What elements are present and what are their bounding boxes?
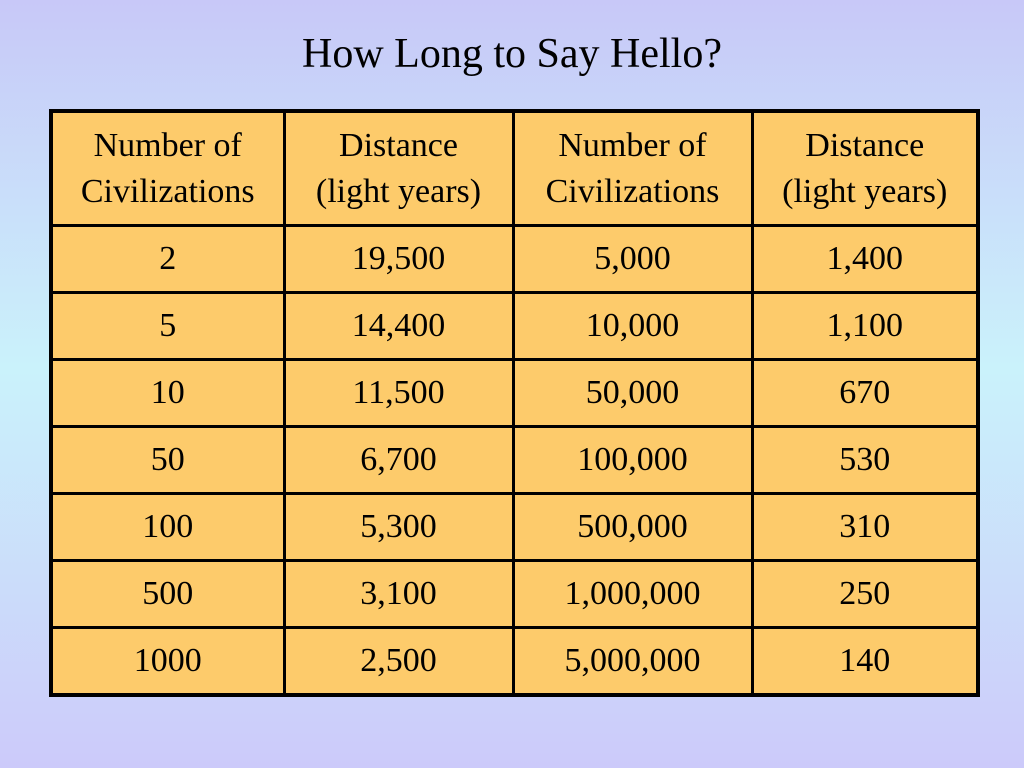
table-row — [51, 427, 978, 494]
table-cell: 1,000,000 — [513, 561, 752, 628]
header-line: (light years) — [782, 172, 948, 210]
table-row — [51, 226, 978, 293]
table-cell: 50 — [51, 427, 284, 494]
header-line: Civilizations — [545, 172, 720, 210]
table-cell: 6,700 — [284, 427, 513, 494]
header-distance-1 — [284, 111, 513, 226]
table-cell: 100 — [51, 494, 284, 561]
civilizations-distance-table — [49, 109, 980, 697]
table-cell: 500,000 — [513, 494, 752, 561]
header-line: Number of — [93, 126, 242, 164]
table-header-row — [51, 111, 978, 226]
table-cell: 5,300 — [284, 494, 513, 561]
table-cell: 1,100 — [752, 293, 978, 360]
table-cell: 2 — [51, 226, 284, 293]
slide-title: How Long to Say Hello? — [302, 31, 722, 77]
table-cell: 5,000,000 — [513, 628, 752, 696]
table-row — [51, 494, 978, 561]
table-cell: 530 — [752, 427, 978, 494]
header-number-of-civilizations-2 — [513, 111, 752, 226]
table-cell: 100,000 — [513, 427, 752, 494]
header-line: Distance — [339, 126, 458, 164]
table-cell: 19,500 — [284, 226, 513, 293]
table-cell: 10,000 — [513, 293, 752, 360]
table-row — [51, 628, 978, 696]
header-line: Civilizations — [80, 172, 255, 210]
table-row — [51, 561, 978, 628]
table-cell: 310 — [752, 494, 978, 561]
header-line: (light years) — [315, 172, 482, 210]
table-cell: 140 — [752, 628, 978, 696]
table-cell: 1000 — [51, 628, 284, 696]
table-cell: 10 — [51, 360, 284, 427]
table-cell: 2,500 — [284, 628, 513, 696]
table-cell: 5,000 — [513, 226, 752, 293]
table-cell: 670 — [752, 360, 978, 427]
table-cell: 3,100 — [284, 561, 513, 628]
header-distance-2 — [752, 111, 978, 226]
table-cell: 11,500 — [284, 360, 513, 427]
table-row — [51, 360, 978, 427]
header-number-of-civilizations-1 — [51, 111, 284, 226]
header-line: Distance — [805, 126, 925, 164]
table-cell: 14,400 — [284, 293, 513, 360]
table-row — [51, 293, 978, 360]
header-line: Number of — [558, 126, 707, 164]
table-cell: 50,000 — [513, 360, 752, 427]
table-cell: 500 — [51, 561, 284, 628]
table-cell: 1,400 — [752, 226, 978, 293]
table-cell: 5 — [51, 293, 284, 360]
table-cell: 250 — [752, 561, 978, 628]
